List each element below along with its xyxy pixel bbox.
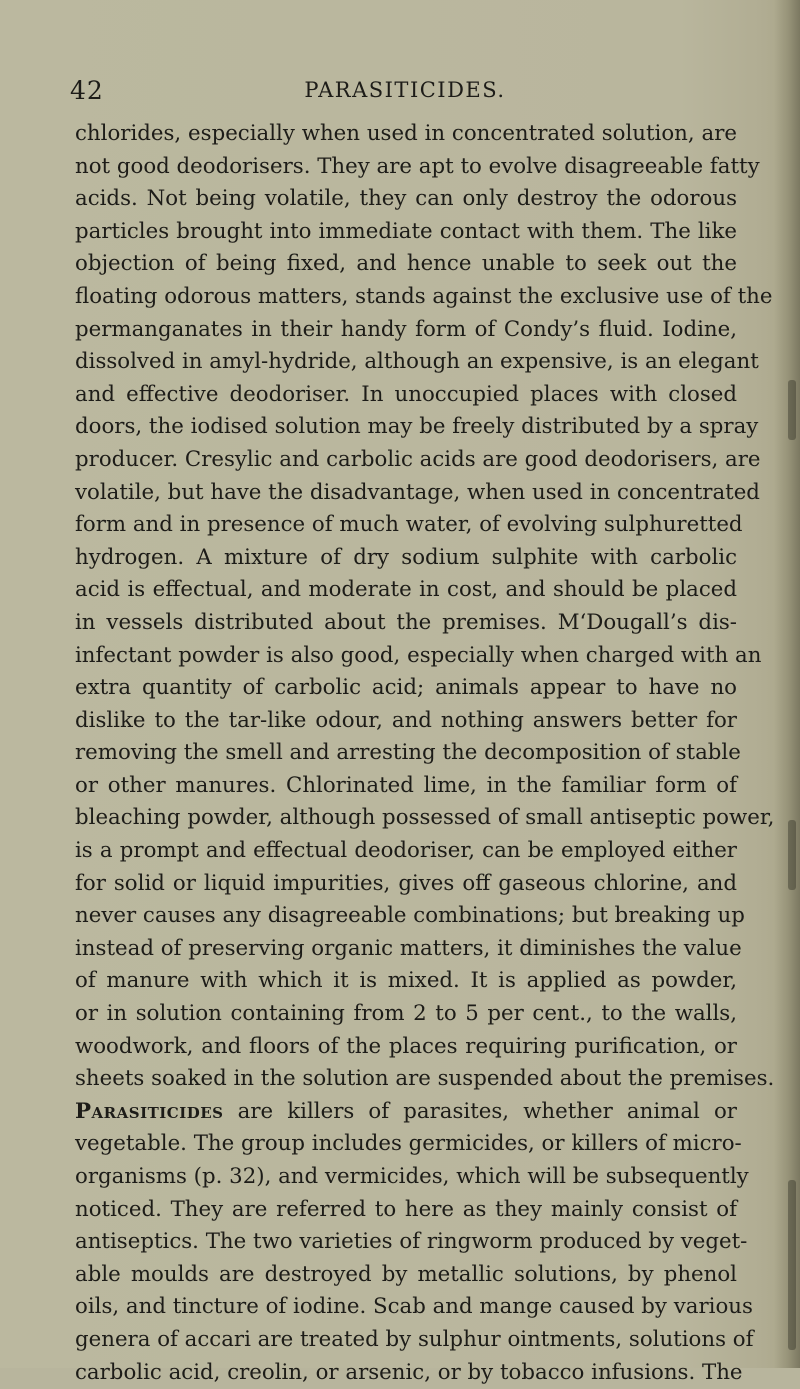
text-line: never causes any disagreeable combinations; but breaking up [75,903,745,929]
text-line: carbolic acid, creolin, or arsenic, or by tobacco infusions. The [75,1359,743,1385]
text-line: particles brought into immediate contact with them. The like [75,218,737,244]
text-line: hydrogen. A mixture of dry sodium sulphite with carbolic [75,544,737,570]
text-line: and effective deodoriser. In unoccupied places with closed [75,381,737,407]
text-line: doors, the iodised solution may be freely distributed by a spray [75,414,759,440]
text-line: vegetable. The group includes germicides, or killers of micro- [75,1131,742,1157]
text-line: acid is effectual, and moderate in cost, and should be placed [75,577,737,603]
text-line: objection of being fixed, and hence unable to seek out the [75,251,737,277]
page-header [70,76,740,116]
text-line: chlorides, especially when used in concentrated solution, are [75,121,737,146]
text-line: or other manures. Chlorinated lime, in the familiar form of [75,772,737,798]
text-line: for solid or liquid impurities, gives off gaseous chlorine, and [75,870,737,896]
text-line: infectant powder is also good, especially when charged with an [75,642,762,668]
page-edge-shadow [774,0,800,1368]
text-line: not good deodorisers. They are apt to evolve disagreeable fatty [75,153,760,179]
text-line: instead of preserving organic matters, it diminishes the value [75,935,742,961]
text-line: in vessels distributed about the premises. M‘Dougall’s dis- [75,609,737,635]
text-line: noticed. They are referred to here as they mainly consist of [75,1196,737,1222]
text-line: removing the smell and arresting the decomposition of stable [75,740,741,766]
running-title: PARASITICIDES. [304,78,506,102]
text-line: volatile, but have the disadvantage, when used in concentrated [75,479,760,505]
text-line: producer. Cresylic and carbolic acids are good deodorisers, are [75,446,761,472]
text-line: genera of accari are treated by sulphur ointments, solutions of [75,1326,754,1352]
text-line: bleaching powder, although possessed of small antiseptic power, [75,805,775,831]
text-line: permanganates in their handy form of Condy’s fluid. Iodine, [75,316,737,342]
text-line: dissolved in amyl-hydride, although an expensive, is an elegant [75,349,759,375]
body-text [75,118,775,1389]
page-edge-mark [788,380,796,440]
page-number: 42 [70,76,104,105]
text-line: able moulds are destroyed by metallic solutions, by phenol [75,1261,737,1287]
text-line: floating odorous matters, stands against the exclusive use of the [75,283,773,309]
text-line: oils, and tincture of iodine. Scab and mange caused by various [75,1294,753,1320]
page-edge-mark [788,820,796,890]
text-line: form and in presence of much water, of evolving sulphuretted [75,512,743,538]
page-edge-mark [788,1180,796,1350]
lead-line-rest: are killers of parasites, whether animal or [223,1098,737,1124]
text-line: is a prompt and effectual deodoriser, can be employed either [75,838,737,864]
text-line: extra quantity of carbolic acid; animals appear to have no [75,675,737,701]
parasiticides-lead-line [75,1096,737,1129]
text-line: organisms (p. 32), and vermicides, which will be subsequently [75,1164,749,1189]
text-line: acids. Not being volatile, they can only destroy the odorous [75,186,737,212]
parasiticides-term: Parasiticides [75,1098,224,1124]
text-line: or in solution containing from 2 to 5 per cent., to the walls, [75,1001,737,1027]
text-line: of manure with which it is mixed. It is applied as powder, [75,968,737,994]
text-line: sheets soaked in the solution are suspended about the premises. [75,1066,775,1092]
text-line: antiseptics. The two varieties of ringworm produced by veget- [75,1229,748,1255]
text-line: dislike to the tar-like odour, and nothing answers better for [75,707,737,733]
text-line: woodwork, and floors of the places requiring purification, or [75,1033,737,1059]
